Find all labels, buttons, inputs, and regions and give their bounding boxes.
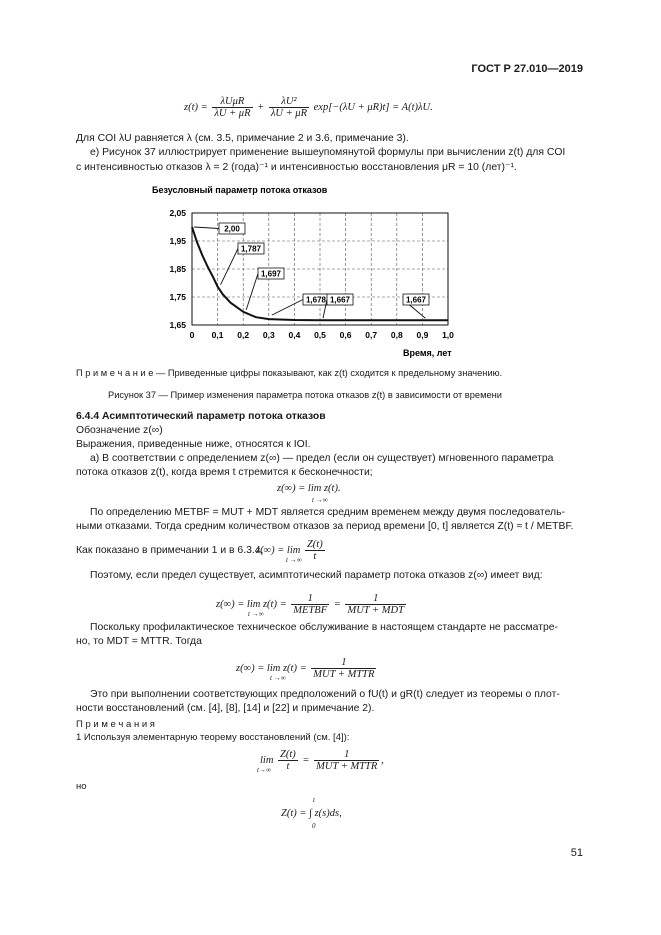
- annotation-0: [194, 223, 245, 234]
- item-e-line1: е) Рисунок 37 иллюстрирует применение вышеупомянутой формулы при вычислении z(t) для COI: [90, 147, 566, 158]
- x-tick-label: 0,1: [211, 330, 224, 340]
- annotation-leader: [272, 300, 303, 316]
- y-tick-label: 1,85: [169, 264, 186, 274]
- therefore-line: Поэтому, если предел существует, асимптотический параметр потока отказов z(∞) имеет вид:: [90, 570, 543, 581]
- formula-3-sub: t →∞: [248, 610, 264, 618]
- annotation-leader: [221, 249, 238, 285]
- formula-z-t: z(t) = $\frac{\text{λUμR}}{\lambda U + \mu R}$ + $\frac{\text{λU²}}{\lambda U + \mu R}$ exp[−(λU + μR)t] = A(t)λU.: [184, 96, 433, 119]
- page-number: 51: [570, 847, 583, 859]
- x-tick-label: 0,8: [390, 330, 403, 340]
- annotation-label: 1,667: [405, 295, 427, 305]
- formula-3: z(∞) = lim z(t) = $\frac{1}{\text{METBF}}$ = $\frac{1}{\text{MUT + MDT}}$: [216, 593, 404, 616]
- shown-text: Как показано в примечании 1 и в 6.3.4,: [76, 545, 264, 556]
- failure-rate-chart: [150, 180, 470, 365]
- notation-line: Обозначение z(∞): [76, 425, 163, 436]
- x-tick-label: 0,4: [288, 330, 301, 340]
- standard-header: ГОСТ Р 27.010—2019: [471, 63, 583, 75]
- x-axis-label: Время, лет: [403, 348, 452, 358]
- item-a-line1: а) В соответствии с определением z(∞) — предел (если он существует) мгновенного параметра: [90, 453, 554, 464]
- y-tick-label: 1,75: [169, 292, 186, 302]
- formula-5: lim $\frac{Z(t)}{t}$ = $\frac{1}{\text{MUT + MTTR}}$ ,: [260, 749, 384, 772]
- formula-lhs: z(t) =: [184, 101, 208, 113]
- y-tick-label: 1,65: [169, 320, 186, 330]
- formula-4: z(∞) = lim z(t) = $\frac{1}{\text{MUT + MTTR}}$: [236, 657, 375, 680]
- formula-5-sub: t→∞: [257, 766, 271, 774]
- y-tick-label: 2,05: [169, 208, 186, 218]
- annotation-label: 1,667: [329, 295, 351, 305]
- y-tick-label: 1,95: [169, 236, 186, 246]
- chart-note: П р и м е ч а н и е — Приведенные цифры показывают, как z(t) сходится к предельному значению.: [76, 368, 503, 378]
- annotation-label: 1,787: [240, 244, 262, 254]
- annotation-4: [323, 294, 353, 318]
- pm-line1: Поскольку профилактическое техническое обслуживание в настоящем стандарте не рассматре-: [90, 622, 559, 633]
- annotation-5: [403, 294, 429, 318]
- item-a-line2: потока отказов z(t), когда время t стремится к бесконечности;: [76, 467, 373, 478]
- section-title: 6.4.4 Асимптотический параметр потока отказов: [76, 411, 326, 422]
- note-1: 1 Используя элементарную теорему восстановлений (см. [4]):: [76, 732, 350, 743]
- fraction-1: $\frac{\text{λUμR}}{\lambda U + \mu R}$: [214, 96, 251, 119]
- chart-annotations: [194, 223, 429, 318]
- formula-limit-sub: t →∞: [312, 496, 328, 504]
- formula-4-sub: t →∞: [270, 674, 286, 682]
- coi-line: Для COI λU равняется λ (см. 3.5, примечание 2 и 3.6, примечание 3).: [76, 133, 409, 144]
- formula-tail: exp[−(λU + μR)t] = A(t)λU.: [313, 101, 433, 113]
- x-tick-label: 0,5: [314, 330, 326, 340]
- relates-line: Выражения, приведенные ниже, относятся к IOI.: [76, 439, 311, 450]
- annotation-leader: [246, 274, 258, 310]
- formula-6: Z(t) = ∫ z(s)ds,: [281, 808, 342, 819]
- x-tick-label: 0,3: [262, 330, 275, 340]
- item-e-line2: с интенсивностью отказов λ = 2 (года)⁻¹ и интенсивностью восстановления μR = 10 (лет)⁻¹.: [76, 162, 517, 173]
- pm-line2: но, то MDT = MTTR. Тогда: [76, 636, 202, 647]
- annotation-label: 1,678: [305, 295, 327, 305]
- theorem-line1: Это при выполнении соответствующих предположений о fU(t) и gR(t) следует из теоремы о плот-: [90, 689, 560, 700]
- fraction-2: $\frac{\text{λU²}}{\lambda U + \mu R}$: [270, 96, 307, 119]
- notes-title: П р и м е ч а н и я: [76, 719, 155, 730]
- formula-6-upper: t: [313, 796, 315, 804]
- figure-caption: Рисунок 37 — Пример изменения параметра потока отказов z(t) в зависимости от времени: [108, 390, 502, 400]
- annotation-label: 2,00: [224, 224, 240, 234]
- formula-limit-z: z(∞) = lim z(t).: [277, 483, 341, 494]
- x-tick-label: 0,6: [339, 330, 352, 340]
- x-tick-label: 0,9: [416, 330, 429, 340]
- x-tick-label: 1,0: [442, 330, 454, 340]
- chart-title: Безусловный параметр потока отказов: [152, 185, 328, 195]
- metbf-line2: ными отказами. Тогда средним количеством отказов за период времени [0, t] является Z(t) ≈ t / METBF.: [76, 521, 574, 532]
- annotation-3: [272, 294, 329, 315]
- x-tick-label: 0,2: [237, 330, 250, 340]
- annotation-leader: [194, 227, 219, 229]
- theorem-line2: ности восстановлений (см. [4], [8], [14] и [22] и примечание 2).: [76, 703, 375, 714]
- x-tick-label: 0,7: [365, 330, 378, 340]
- annotation-1: [221, 243, 264, 285]
- shown-sub: t →∞: [286, 556, 302, 564]
- x-tick-label: 0: [189, 330, 195, 340]
- formula-6-lower: 0: [312, 822, 316, 830]
- annotation-2: [246, 268, 284, 310]
- metbf-line1: По определению METBF = MUT + MDT является средним временем между двумя последователь-: [90, 507, 565, 518]
- formula-shown: z(∞) = lim $\frac{Z(t)}{t}$: [256, 539, 323, 562]
- but-line: но: [76, 781, 87, 792]
- annotation-label: 1,697: [260, 269, 282, 279]
